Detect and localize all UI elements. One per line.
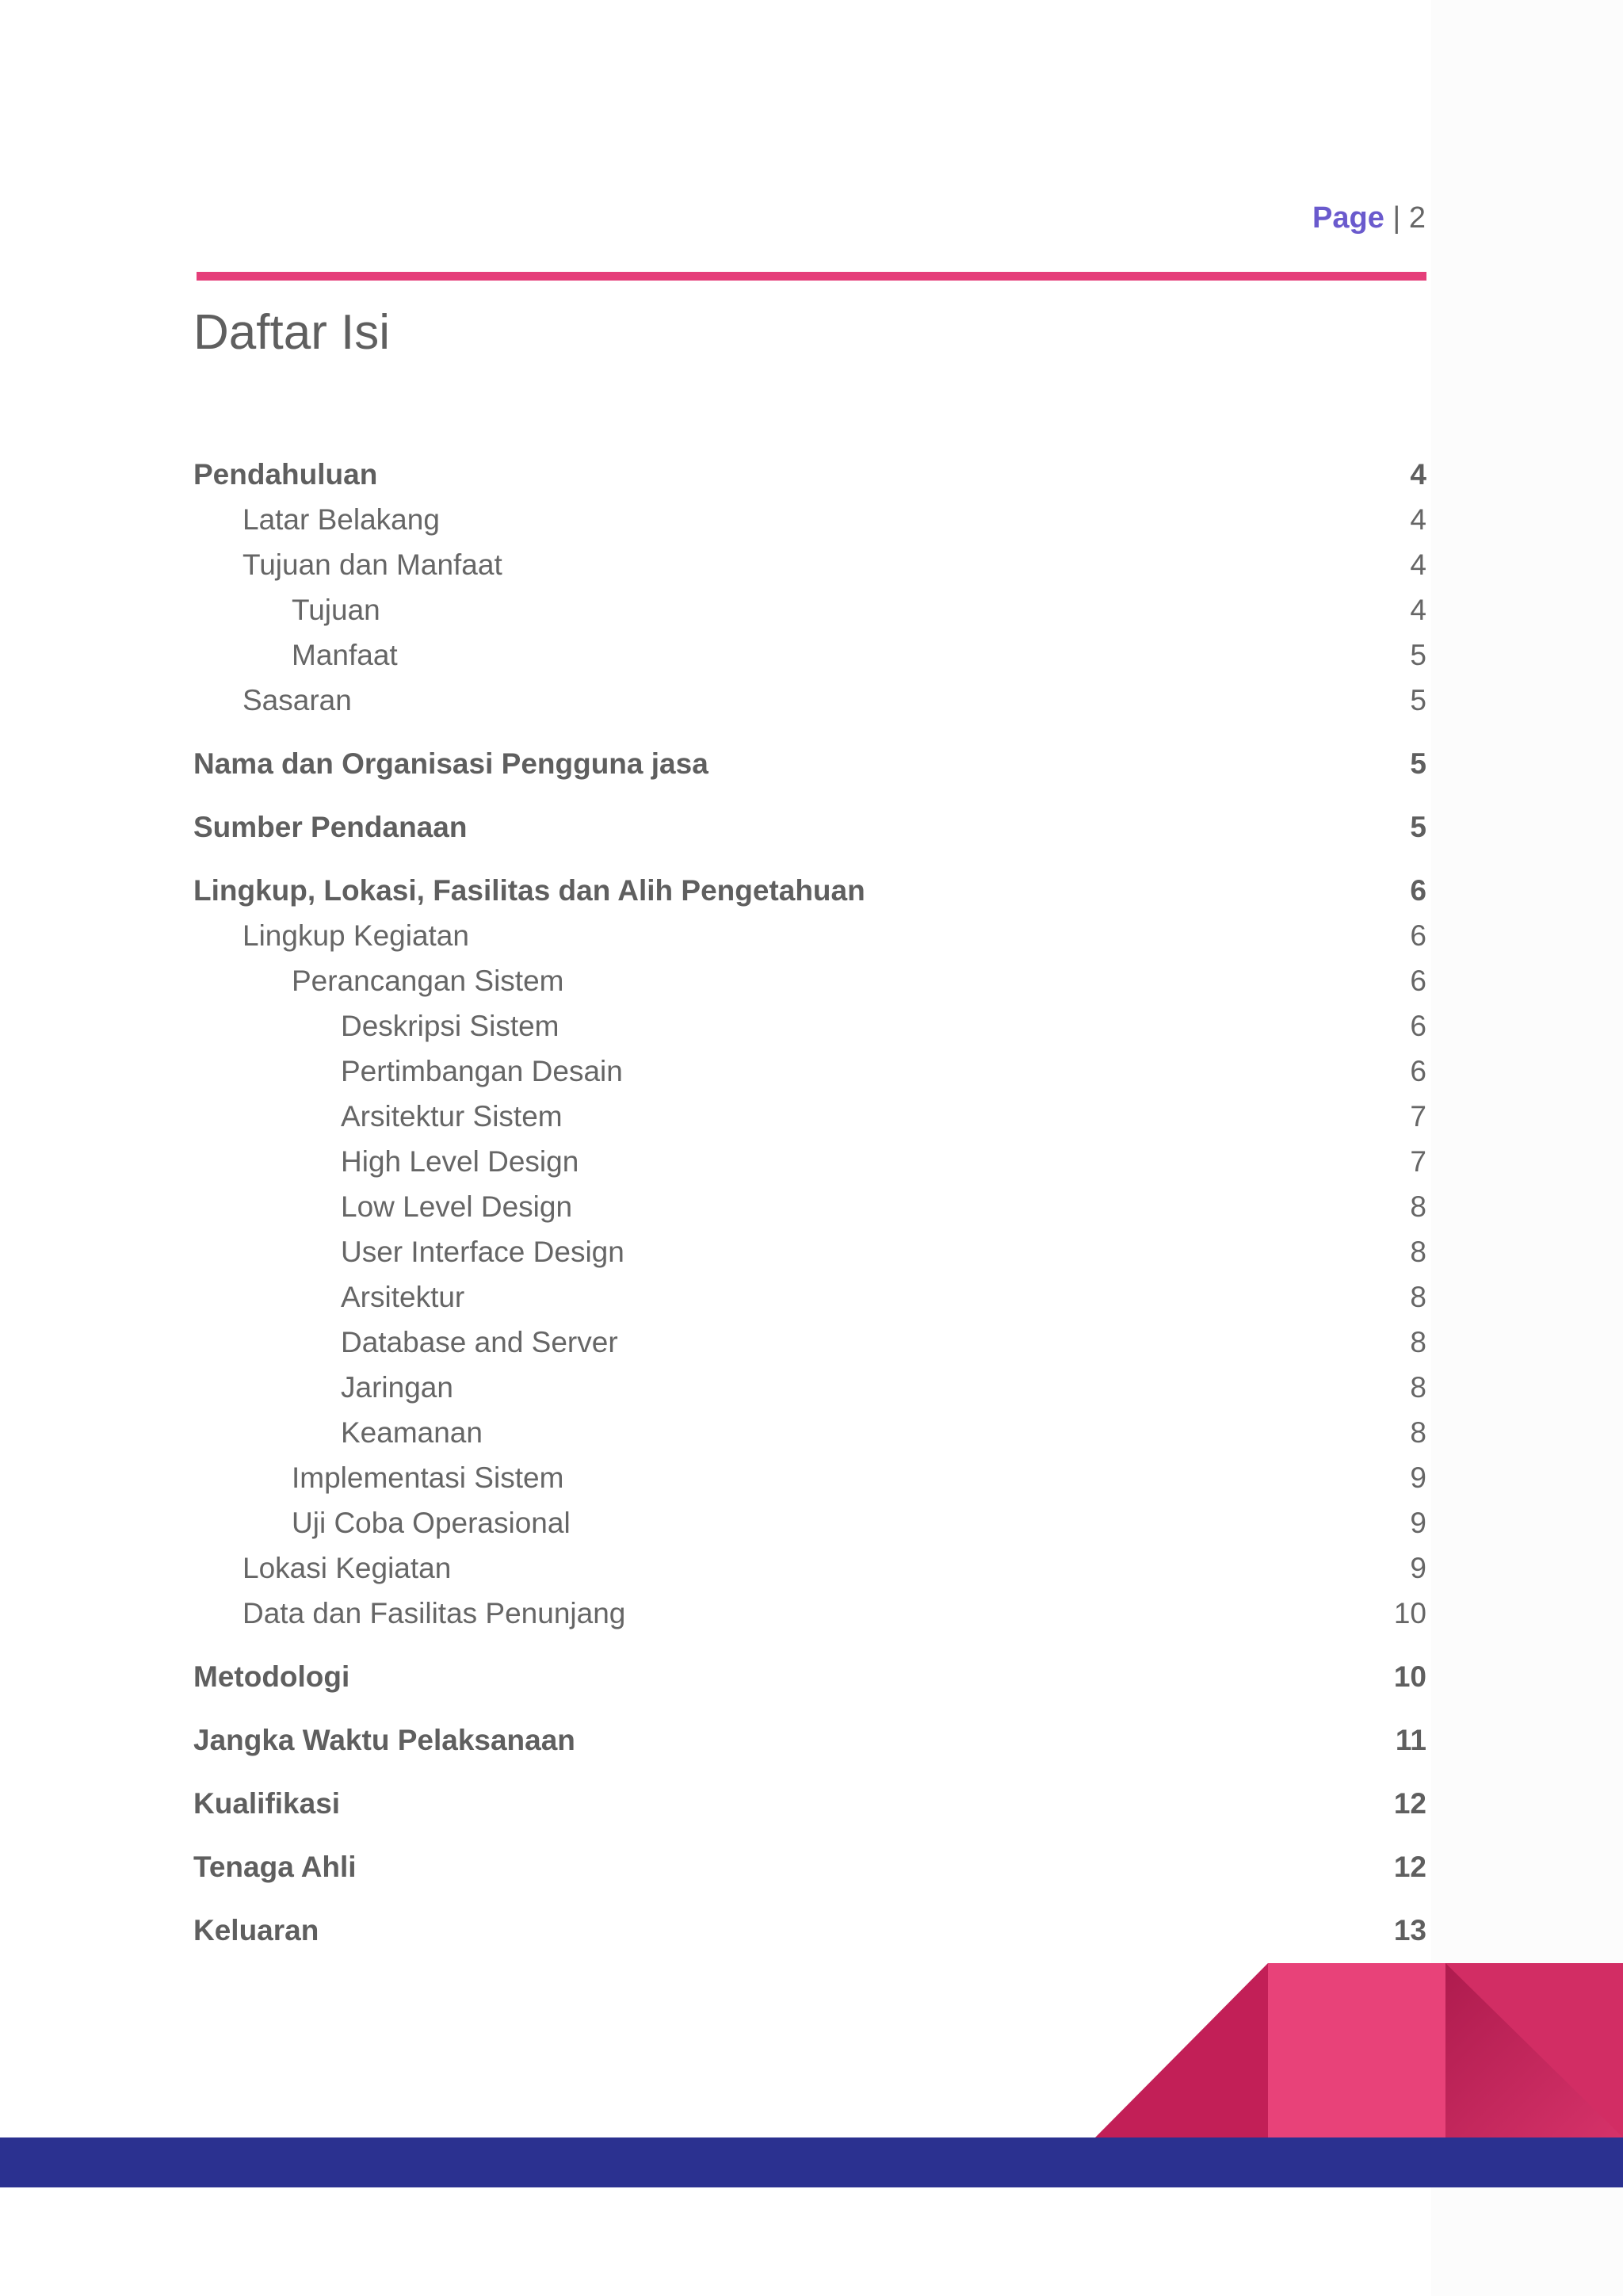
page-label: Page <box>1312 201 1384 235</box>
toc-entry-page: 4 <box>1410 458 1426 491</box>
toc-entry-label: Data dan Fasilitas Penunjang <box>242 1597 626 1629</box>
toc-entry-page: 9 <box>1410 1552 1426 1584</box>
toc-entry-label: Database and Server <box>341 1326 618 1358</box>
toc-entry-label: Sumber Pendanaan <box>193 811 468 843</box>
toc-entry-label: Uji Coba Operasional <box>292 1507 571 1539</box>
toc-entry-label: Tujuan dan Manfaat <box>242 548 502 581</box>
toc-entry-page: 8 <box>1410 1416 1426 1449</box>
toc-entry-page: 6 <box>1410 1010 1426 1042</box>
toc-entry-page: 7 <box>1410 1100 1426 1133</box>
page-separator: | <box>1392 201 1401 235</box>
toc-entry-page: 12 <box>1393 1787 1426 1820</box>
footer-band <box>0 2137 1623 2187</box>
toc-entry-label: Perancangan Sistem <box>292 965 564 997</box>
toc-entry-label: Keamanan <box>341 1416 483 1449</box>
toc-entry-label: Keluaran <box>193 1914 319 1946</box>
toc-entry-label: Jangka Waktu Pelaksanaan <box>193 1724 575 1756</box>
toc-entry-page: 5 <box>1410 639 1426 671</box>
toc-entry-label: Arsitektur Sistem <box>341 1100 563 1133</box>
toc-entry-page: 10 <box>1393 1660 1426 1693</box>
toc-entry-page: 8 <box>1410 1281 1426 1313</box>
toc-entry-page: 6 <box>1410 965 1426 997</box>
toc-entry-label: Lokasi Kegiatan <box>242 1552 452 1584</box>
toc-entry-page: 4 <box>1410 503 1426 536</box>
toc-entry-page: 13 <box>1393 1914 1426 1946</box>
toc-entry-page: 9 <box>1410 1461 1426 1494</box>
toc-entry-label: Metodologi <box>193 1660 350 1693</box>
toc-entry-label: Sasaran <box>242 684 352 716</box>
toc-entry-page: 4 <box>1410 594 1426 626</box>
toc-entry-page: 4 <box>1410 548 1426 581</box>
decor-left-triangle <box>1095 1963 1268 2137</box>
page-title: Daftar Isi <box>193 305 391 360</box>
toc-entry-label: Low Level Design <box>341 1190 573 1223</box>
toc-entry-page: 6 <box>1410 1055 1426 1087</box>
toc-entry-page: 8 <box>1410 1371 1426 1404</box>
toc-entry-page: 6 <box>1410 874 1426 907</box>
toc-entry-label: Lingkup Kegiatan <box>242 919 469 952</box>
toc-entry-label: Tenaga Ahli <box>193 1851 357 1883</box>
toc-entry-label: Deskripsi Sistem <box>341 1010 559 1042</box>
toc-entry-label: Tujuan <box>292 594 380 626</box>
toc-entry-label: Latar Belakang <box>242 503 440 536</box>
toc-entry-page: 8 <box>1410 1236 1426 1268</box>
toc-entry-page: 7 <box>1410 1145 1426 1178</box>
page-number: 2 <box>1408 201 1426 235</box>
toc-entry-page: 12 <box>1393 1851 1426 1883</box>
toc-entry-label: Implementasi Sistem <box>292 1461 564 1494</box>
toc-entry-page: 8 <box>1410 1326 1426 1358</box>
toc-entry-page: 11 <box>1395 1724 1426 1756</box>
toc-entry-page: 9 <box>1410 1507 1426 1539</box>
toc-entry-page: 8 <box>1410 1190 1426 1223</box>
toc-entry-page: 5 <box>1410 811 1426 843</box>
toc-entry-page: 5 <box>1410 684 1426 716</box>
toc-entry-page: 5 <box>1410 747 1426 780</box>
toc-entry-label: Manfaat <box>292 639 398 671</box>
toc-entry-label: User Interface Design <box>341 1236 624 1268</box>
toc-entry-label: Lingkup, Lokasi, Fasilitas dan Alih Pengetahuan <box>193 874 865 907</box>
toc-entry-label: High Level Design <box>341 1145 579 1178</box>
toc-entry-page: 6 <box>1410 919 1426 952</box>
toc-entry-label: Pertimbangan Desain <box>341 1055 623 1087</box>
toc-entry-label: Nama dan Organisasi Pengguna jasa <box>193 747 708 780</box>
toc-entry-label: Pendahuluan <box>193 458 378 491</box>
toc-entry-label: Kualifikasi <box>193 1787 341 1820</box>
toc-entry-page: 10 <box>1393 1597 1426 1629</box>
toc-entry-label: Jaringan <box>341 1371 453 1404</box>
toc-entry-label: Arsitektur <box>341 1281 465 1313</box>
decor-center-panel <box>1268 1963 1445 2137</box>
